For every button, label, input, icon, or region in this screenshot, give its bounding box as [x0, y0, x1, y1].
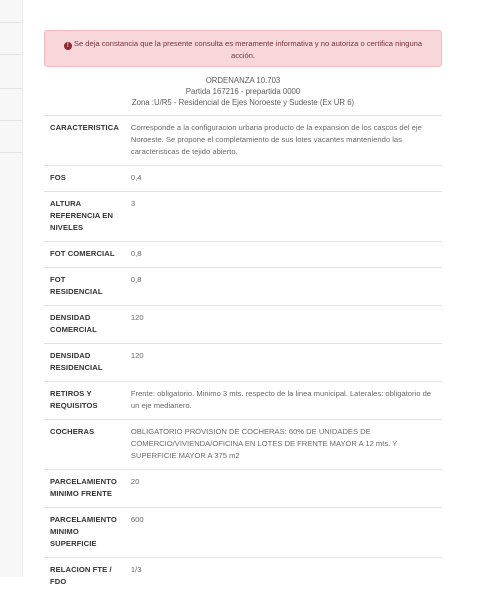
- parcel-header: [44, 75, 442, 108]
- row-label: DENSIDAD RESIDENCIAL: [44, 344, 125, 382]
- sidebar-divider: [0, 120, 22, 121]
- table-row: [44, 558, 442, 595]
- row-value: Corresponde a la configuracion urbaria producto de la expansion de los cascos del eje Noroeste. Se propone el completamiento de sus lotes vacantes manteniendo las caracteristicas de tejido abierto.: [125, 116, 442, 166]
- row-value: Frente: obligatorio. Minimo 3 mts. respecto de la linea municipal. Laterales: obligatorio de un eje medianero.: [125, 382, 442, 420]
- sidebar-divider: [0, 54, 22, 55]
- sidebar-divider: [0, 152, 22, 153]
- table-row: [44, 242, 442, 268]
- table-row: [44, 382, 442, 420]
- table-row: [44, 508, 442, 558]
- table-row: [44, 192, 442, 242]
- row-label: PARCELAMIENTO MINIMO FRENTE: [44, 470, 125, 508]
- zoning-table: [44, 115, 442, 595]
- table-row: [44, 420, 442, 470]
- row-label: RELACION FTE / FDO: [44, 558, 125, 595]
- disclaimer-alert: [44, 30, 442, 67]
- table-row: [44, 344, 442, 382]
- table-row: [44, 470, 442, 508]
- row-value: 600: [125, 508, 442, 558]
- partida-line: Partida 167216 - prepartida 0000: [44, 86, 442, 97]
- row-label: COCHERAS: [44, 420, 125, 470]
- row-value: 120: [125, 344, 442, 382]
- main-content: [44, 30, 442, 595]
- ordenanza-title: ORDENANZA 10.703: [44, 75, 442, 86]
- table-row: [44, 166, 442, 192]
- row-label: FOS: [44, 166, 125, 192]
- row-label: ALTURA REFERENCIA EN NIVELES: [44, 192, 125, 242]
- sidebar-divider: [0, 88, 22, 89]
- table-row: [44, 306, 442, 344]
- row-value: 20: [125, 470, 442, 508]
- row-label: FOT RESIDENCIAL: [44, 268, 125, 306]
- zona-line: Zona :U/R5 - Residencial de Ejes Noroeste y Sudeste (Ex UR 6): [44, 97, 442, 108]
- row-value: 120: [125, 306, 442, 344]
- exclamation-circle-icon: !: [64, 42, 72, 50]
- row-value: 0,8: [125, 242, 442, 268]
- sidebar-strip: [0, 0, 23, 577]
- row-label: CARACTERISTICA: [44, 116, 125, 166]
- table-row: [44, 268, 442, 306]
- row-value: 0,4: [125, 166, 442, 192]
- row-label: DENSIDAD COMERCIAL: [44, 306, 125, 344]
- row-label: FOT COMERCIAL: [44, 242, 125, 268]
- row-label: RETIROS Y REQUISITOS: [44, 382, 125, 420]
- row-value: OBLIGATORIO PROVISION DE COCHERAS: 60% DE UNIDADES DE COMERCIO/VIVIENDA/OFICINA EN LOTES DE FRENTE MAYOR A 12 mts. Y SUPERFICIE MAYOR A 375 m2: [125, 420, 442, 470]
- row-value: 0,8: [125, 268, 442, 306]
- table-row: [44, 116, 442, 166]
- row-value: 3: [125, 192, 442, 242]
- row-value: 1/3: [125, 558, 442, 595]
- sidebar-divider: [0, 22, 22, 23]
- alert-text: Se deja constancia que la presente consulta es meramente informativa y no autoriza o certifica ninguna acción.: [74, 39, 422, 60]
- row-label: PARCELAMIENTO MINIMO SUPERFICIE: [44, 508, 125, 558]
